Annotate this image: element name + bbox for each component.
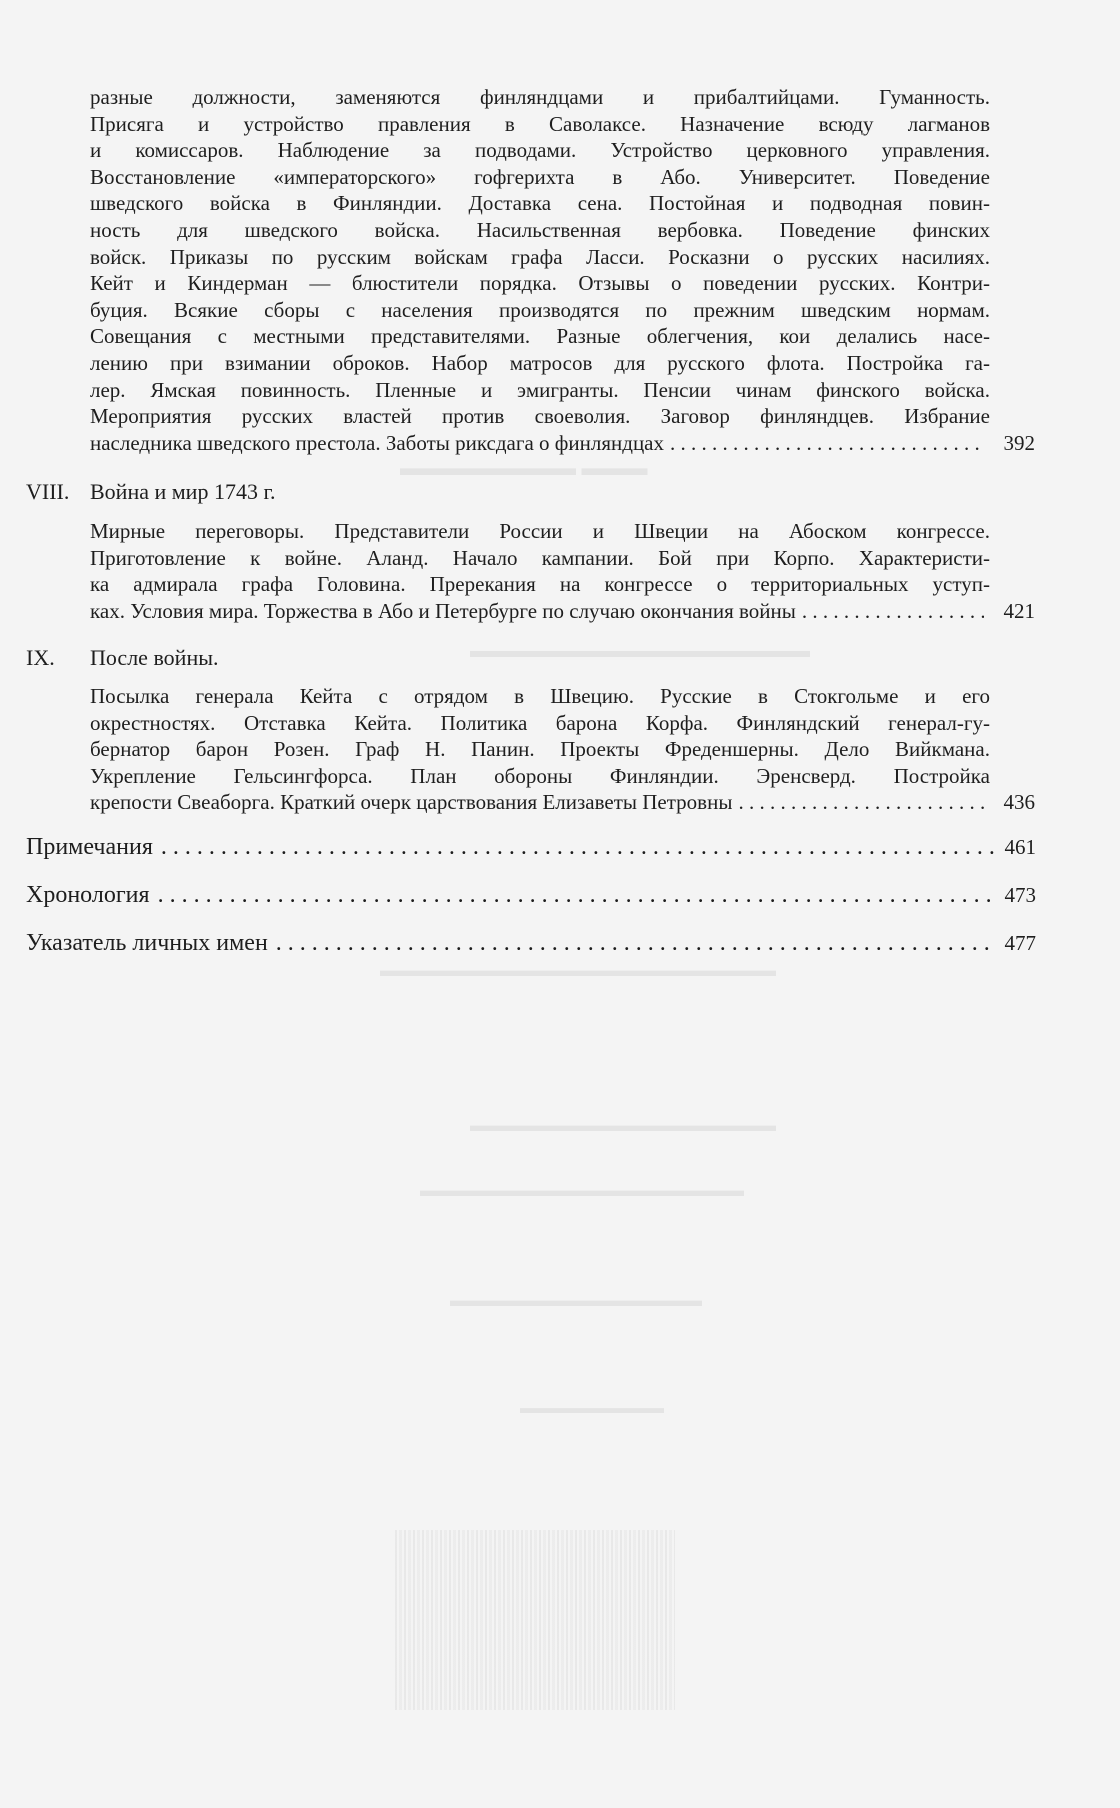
para-line: Совещания с местными представителями. Разные облегчения, кои делались насе- bbox=[90, 324, 990, 349]
para-line: войск. Приказы по русским войскам графа Ласси. Росказни о русских насилиях. bbox=[90, 244, 990, 269]
para-last-line bbox=[90, 430, 990, 457]
entry-title: Указатель личных имен bbox=[26, 930, 268, 956]
page-number: 473 bbox=[1004, 883, 1036, 907]
para-line: разные должности, заменяются финляндцами и прибалтийцами. Гуманность. bbox=[90, 85, 990, 109]
bleed-through-decoration: ▬▬▬▬▬▬▬▬▬▬▬▬▬▬▬▬▬ bbox=[470, 640, 810, 662]
para-line: ность для шведского войска. Насильственная вербовка. Поведение финских bbox=[90, 217, 990, 242]
toc-entry-chronology bbox=[26, 880, 1036, 910]
toc-paragraph-continued bbox=[90, 84, 1035, 456]
bleed-through-decoration: ▬▬▬ ▬▬▬▬▬▬▬▬ bbox=[400, 455, 648, 480]
chapter-number: IX. bbox=[26, 645, 55, 670]
para-line: шведского войска в Финляндии. Доставка сена. Постойная и подводная повин- bbox=[90, 191, 990, 216]
page-number: 461 bbox=[1004, 835, 1036, 859]
dot-leader bbox=[161, 832, 997, 862]
page-number: 436 bbox=[1003, 790, 1035, 815]
chapter-viii-summary bbox=[90, 518, 1035, 624]
page-number: 477 bbox=[1004, 931, 1036, 955]
entry-title: Примечания bbox=[26, 834, 153, 860]
para-line: Укрепление Гельсингфорса. План обороны Финляндии. Эренсверд. Постройка bbox=[90, 763, 990, 788]
para-line: Посылка генерала Кейта с отрядом в Швецию. Русские в Стокгольме и его bbox=[90, 684, 990, 708]
para-line: окрестностях. Отставка Кейта. Политика барона Корфа. Финляндский генерал-гу- bbox=[90, 710, 990, 735]
bleed-through-decoration: ▬▬▬▬▬▬▬▬▬▬▬▬▬▬ bbox=[450, 1290, 702, 1310]
chapter-title: После войны. bbox=[90, 645, 219, 670]
entry-title: Хронология bbox=[26, 882, 150, 908]
para-line: наследника шведского престола. Заботы риксдага о финляндцах bbox=[90, 430, 665, 455]
para-line: крепости Свеаборга. Краткий очерк царствования Елизаветы Петровны bbox=[90, 790, 733, 815]
para-line: Приготовление к войне. Аланд. Начало кампании. Бой при Корпо. Характеристи- bbox=[90, 545, 990, 570]
para-line: Кейт и Киндерман — блюстители порядка. Отзывы о поведении русских. Контри- bbox=[90, 271, 990, 296]
bleed-through-decoration: ▬▬▬▬▬▬▬▬▬▬▬▬▬▬▬▬▬ bbox=[470, 1115, 776, 1135]
chapter-ix-summary bbox=[90, 683, 1035, 816]
chapter-heading-ix bbox=[26, 644, 219, 672]
dot-leader bbox=[738, 789, 984, 816]
dot-leader bbox=[276, 928, 997, 958]
para-line: Восстановление «императорского» гофгерихта в Або. Университет. Поведение bbox=[90, 164, 990, 189]
para-line: лер. Ямская повинность. Пленные и эмигранты. Пенсии чинам финского войска. bbox=[90, 377, 990, 402]
dot-leader bbox=[802, 598, 984, 625]
chapter-number: VIII. bbox=[26, 479, 70, 504]
bleed-through-decoration: ▬▬▬▬▬▬▬▬▬▬▬▬▬▬▬▬▬▬▬▬▬▬ bbox=[380, 960, 776, 980]
para-line: лению при взимании оброков. Набор матросов для русского флота. Постройка га- bbox=[90, 350, 990, 375]
para-last-line bbox=[90, 789, 990, 816]
dot-leader bbox=[670, 430, 984, 457]
para-line: Мирные переговоры. Представители России и Швеции на Абоском конгрессе. bbox=[90, 519, 990, 543]
chapter-title: Война и мир 1743 г. bbox=[90, 479, 276, 504]
toc-entry-name-index bbox=[26, 928, 1036, 958]
para-line: ка адмирала графа Головина. Пререкания на конгрессе о территориальных уступ- bbox=[90, 572, 990, 597]
para-line: буция. Всякие сборы с населения производятся по прежним шведским нормам. bbox=[90, 297, 990, 322]
bleed-through-decoration: ▬▬▬▬▬▬▬▬▬▬▬▬▬▬▬▬▬▬ bbox=[420, 1180, 744, 1200]
bleed-through-decoration: ▬▬▬▬▬▬▬▬▬ bbox=[520, 1400, 664, 1417]
para-line: и комиссаров. Наблюдение за подводами. Устройство церковного управления. bbox=[90, 138, 990, 163]
para-line: Присяга и устройство правления в Саволаксе. Назначение всюду лагманов bbox=[90, 111, 990, 136]
page-number: 421 bbox=[1003, 598, 1035, 623]
para-line: бернатор барон Розен. Граф Н. Панин. Проекты Фреденшерны. Дело Вийкмана. bbox=[90, 737, 990, 762]
para-line: Мероприятия русских властей против своеволия. Заговор финляндцев. Избрание bbox=[90, 404, 990, 429]
bleed-through-barcode bbox=[395, 1530, 675, 1710]
para-last-line bbox=[90, 598, 990, 625]
para-line: ках. Условия мира. Торжества в Або и Петербурге по случаю окончания войны bbox=[90, 598, 796, 623]
dot-leader bbox=[158, 880, 997, 910]
chapter-heading-viii bbox=[26, 478, 276, 506]
toc-entry-notes bbox=[26, 832, 1036, 862]
page-number: 392 bbox=[1003, 430, 1035, 455]
